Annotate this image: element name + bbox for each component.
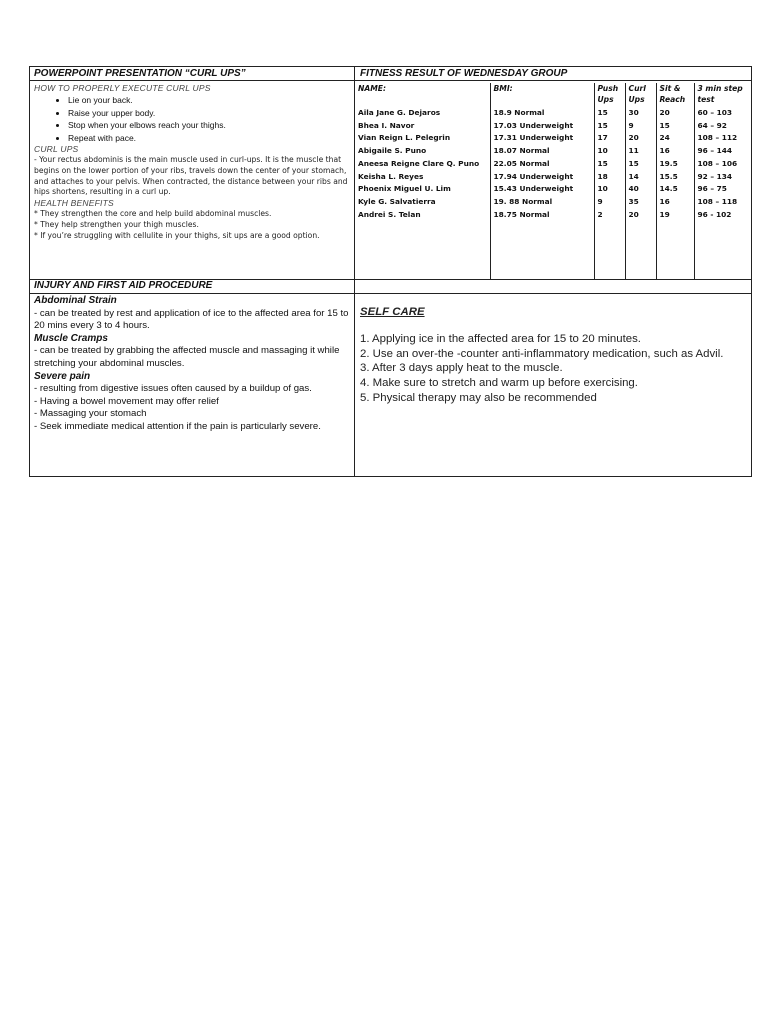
name-cell: Bhea I. Navor: [358, 120, 415, 130]
self-care-item: 3. After 3 days apply heat to the muscle.: [360, 362, 563, 375]
name-cell: Kyle G. Salvatierra: [358, 196, 436, 206]
bmi-cell: 18.9 Normal: [493, 108, 545, 117]
sit-reach-cell: 16: [659, 196, 670, 206]
name-cell: Keisha L. Reyes: [358, 171, 424, 181]
push-ups-cell: 15: [597, 158, 608, 168]
curl-ups-cell: 14: [628, 171, 639, 181]
severe-pain-line: - Seek immediate medical attention if the pain is particularly severe.: [34, 420, 321, 432]
how-to-heading: HOW TO PROPERLY EXECUTE CURL UPS: [34, 83, 211, 93]
step-test-cell: 96 - 102: [697, 209, 732, 219]
self-care-item: 5. Physical therapy may also be recommended: [360, 391, 597, 404]
curl-ups-cell: 30: [628, 108, 639, 117]
sit-reach-cell: 15.5: [659, 171, 678, 181]
self-care-section: [360, 305, 740, 406]
sit-reach-cell: 20: [659, 108, 670, 117]
benefit-item: * They help strengthen your thigh muscles.: [34, 219, 199, 229]
header-sit-reach: Sit & Reach: [656, 83, 694, 107]
step-test-cell: 64 – 92: [697, 120, 727, 130]
injury-title: INJURY AND FIRST AID PROCEDURE: [34, 280, 213, 291]
name-cell: Abigaile S. Puno: [358, 146, 427, 156]
severe-pain-line: - Having a bowel movement may offer relief: [34, 395, 219, 407]
sit-reach-cell: 24: [659, 133, 670, 143]
sit-reach-cell: 14.5: [659, 184, 678, 194]
bmi-column: [490, 107, 594, 279]
abdominal-strain-heading: Abdominal Strain: [34, 295, 117, 306]
header-step-test: 3 min step test: [694, 83, 752, 107]
abdominal-strain-text: - can be treated by rest and application of ice to the affected area for 15 to 20 mins every 3 to 4 hours.: [34, 307, 349, 332]
push-ups-cell: 17: [597, 133, 608, 143]
name-cell: Andrei S. Telan: [358, 209, 421, 219]
step-test-cell: 108 – 106: [697, 158, 738, 168]
name-cell: Phoenix Miguel U. Lim: [358, 184, 451, 194]
step-item: • Stop when your elbows reach your thighs.: [68, 119, 350, 132]
step-item: • Repeat with pace.: [68, 132, 350, 145]
push-ups-cell: 10: [597, 146, 608, 156]
bmi-cell: 17.03 Underweight: [493, 120, 574, 130]
header-bmi: BMI:: [490, 83, 594, 107]
document-grid: [29, 66, 752, 477]
curl-ups-cell: 35: [628, 196, 639, 206]
self-care-item: 4. Make sure to stretch and warm up before exercising.: [360, 377, 638, 390]
push-ups-cell: 18: [597, 171, 608, 181]
sit-reach-column: [656, 107, 694, 279]
header-divider: [30, 80, 751, 81]
injury-section: [34, 295, 350, 434]
severe-pain-line: - Massaging your stomach: [34, 408, 147, 420]
bmi-cell: 19. 88 Normal: [493, 196, 553, 206]
push-ups-cell: 9: [597, 196, 603, 206]
benefit-item: * They strengthen the core and help build abdominal muscles.: [34, 209, 272, 219]
names-column: [355, 107, 490, 279]
step-test-cell: 92 – 134: [697, 171, 733, 181]
name-cell: Aneesa Reigne Clare Q. Puno: [358, 158, 480, 168]
step-item: • Lie on your back.: [68, 94, 350, 107]
header-push-ups: Push Ups: [594, 83, 625, 107]
table-body-row: [355, 107, 752, 279]
step-test-cell: 60 – 103: [697, 108, 733, 117]
sit-reach-cell: 19: [659, 209, 670, 219]
step-test-cell: 108 – 118: [697, 196, 738, 206]
push-ups-cell: 10: [597, 184, 608, 194]
bmi-cell: 17.31 Underweight: [493, 133, 574, 143]
bmi-cell: 18.75 Normal: [493, 209, 550, 219]
section-divider-bottom: [30, 293, 751, 294]
header-name: NAME:: [358, 84, 387, 93]
push-ups-cell: 15: [597, 108, 608, 117]
name-cell: Vian Reign L. Pelegrin: [358, 133, 451, 143]
fitness-title: FITNESS RESULT OF WEDNESDAY GROUP: [360, 68, 568, 79]
curl-ups-text: - Your rectus abdominis is the main muscle used in curl-ups. It is the muscle that begins on the lower portion of your ribs, travels down the center of your stomach, and attaches to your pelvis. When contracted, the distance between your ribs and hips shortens, resulting in a curl up.: [34, 155, 348, 197]
curl-ups-cell: 20: [628, 209, 639, 219]
table-header-row: [355, 83, 752, 107]
curl-ups-cell: 15: [628, 158, 639, 168]
push-ups-column: [594, 107, 625, 279]
presentation-title: POWERPOINT PRESENTATION “CURL UPS”: [34, 68, 246, 79]
sit-reach-cell: 15: [659, 120, 670, 130]
curl-ups-column: [625, 107, 656, 279]
self-care-item: 2. Use an over-the -counter anti-inflammatory medication, such as Advil.: [360, 347, 724, 360]
curl-ups-heading: CURL UPS: [34, 144, 79, 154]
header-curl-ups: Curl Ups: [625, 83, 656, 107]
self-care-title: SELF CARE: [360, 306, 425, 318]
steps-list: [34, 94, 350, 144]
bmi-cell: 15.43 Underweight: [493, 184, 574, 194]
name-cell: Aila Jane G. Dejaros: [358, 108, 441, 117]
push-ups-cell: 15: [597, 120, 608, 130]
benefit-item: * If you’re struggling with cellulite in your thighs, sit ups are a good option.: [34, 230, 320, 240]
bmi-cell: 18.07 Normal: [493, 146, 550, 156]
step-test-column: [694, 107, 752, 279]
step-item: • Raise your upper body.: [68, 107, 350, 120]
curl-ups-cell: 9: [628, 120, 634, 130]
benefits-heading: HEALTH BENEFITS: [34, 198, 114, 209]
severe-pain-heading: Severe pain: [34, 370, 91, 382]
severe-pain-line: - resulting from digestive issues often caused by a buildup of gas.: [34, 383, 312, 395]
sit-reach-cell: 19.5: [659, 158, 678, 168]
fitness-table: [355, 83, 752, 279]
step-test-cell: 108 – 112: [697, 133, 738, 143]
step-test-cell: 96 – 144: [697, 146, 733, 156]
step-test-cell: 96 – 75: [697, 184, 727, 194]
push-ups-cell: 2: [597, 209, 603, 219]
bmi-cell: 22.05 Normal: [493, 158, 550, 168]
muscle-cramps-text: - can be treated by grabbing the affected muscle and massaging it while stretching your abdominal muscles.: [34, 345, 340, 369]
sit-reach-cell: 16: [659, 146, 670, 156]
curl-ups-cell: 40: [628, 184, 639, 194]
curl-ups-section: [34, 83, 350, 242]
curl-ups-cell: 20: [628, 133, 639, 143]
bmi-cell: 17.94 Underweight: [493, 171, 574, 181]
muscle-cramps-heading: Muscle Cramps: [34, 332, 108, 344]
curl-ups-cell: 11: [628, 146, 639, 156]
self-care-item: 1. Applying ice in the affected area for 15 to 20 minutes.: [360, 332, 641, 345]
